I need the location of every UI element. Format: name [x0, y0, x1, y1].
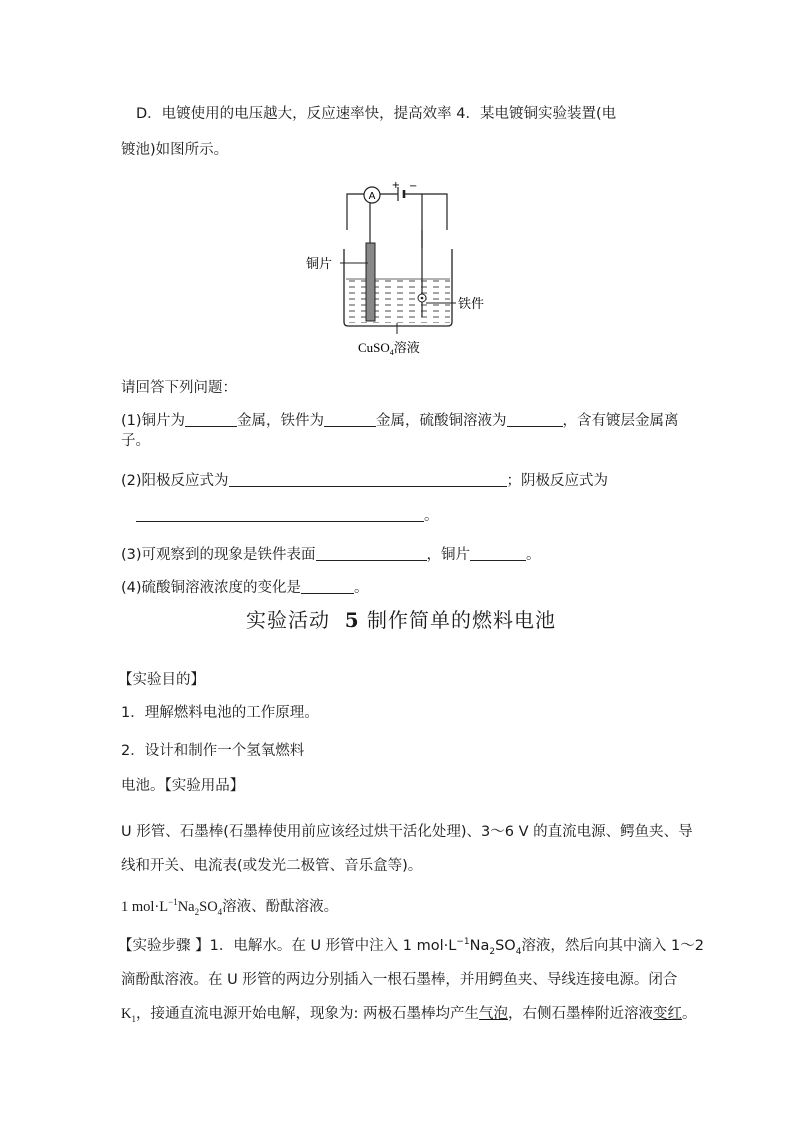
steps-line-1-d: 溶液，然后向其中滴入 1～2 — [521, 938, 704, 954]
reagents-so: SO — [199, 899, 218, 915]
question-2 — [121, 471, 608, 491]
question-2-end: 。 — [424, 508, 439, 524]
purpose-item-2-cont: 电池。【实验用品】 — [121, 778, 245, 794]
answer-blank-anode[interactable] — [229, 472, 507, 487]
section-title-pre: 实验活动 — [246, 608, 330, 632]
steps-so: SO — [495, 938, 516, 954]
steps-line-1 — [118, 936, 704, 956]
materials-line-1: U 形管、石墨棒(石墨棒使用前应该经过烘干活化处理)、3～6 V 的直流电源、鳄鱼夹、导 — [121, 824, 693, 840]
steps-unit-sup: −1 — [456, 937, 470, 948]
reagents-na: Na — [177, 899, 195, 915]
answer-blank-1b[interactable] — [324, 412, 376, 427]
steps-line-3 — [121, 1004, 696, 1024]
steps-line-1-a: 【实验步骤 】1．电解水。在 U 形管中注入 1 mol·L — [118, 938, 457, 954]
section-title — [246, 606, 556, 634]
reagents-line — [121, 897, 338, 917]
question-4-cont: 镀池)如图所示。 — [121, 142, 229, 158]
steps-na: Na — [469, 938, 490, 954]
steps-bubbles-underlined: 气泡 — [478, 1006, 508, 1022]
question-3 — [121, 545, 541, 565]
reagents-sub-2: 2 — [194, 906, 200, 917]
steps-sub-2: 2 — [489, 946, 496, 957]
steps-k-sub: 1 — [131, 1013, 136, 1024]
steps-line-3-d: ，右侧石墨棒附近溶液 — [507, 1006, 653, 1022]
question-2-cont — [136, 506, 439, 526]
circuit-wires — [347, 194, 447, 248]
battery-minus-sign: − — [409, 181, 418, 192]
reagents-unit: 1 mol·L — [121, 899, 169, 915]
question-2-part-b: ；阴极反应式为 — [506, 473, 609, 489]
steps-line-3-end: 。 — [681, 1006, 697, 1022]
copper-plate-label: 铜片 — [306, 257, 333, 272]
purpose-header: 【实验目的】 — [118, 672, 205, 688]
question-1-part-d: ，含有镀层金属离 — [562, 413, 679, 429]
section-title-number: 5 — [344, 608, 360, 632]
reagents-unit-sup: −1 — [168, 897, 178, 908]
question-3-part-b: ，铜片 — [426, 547, 471, 563]
reagents-tail: 溶液、酚酞溶液。 — [222, 899, 339, 915]
answer-blank-1c[interactable] — [507, 412, 563, 427]
question-3-end: 。 — [526, 547, 541, 563]
question-4 — [121, 578, 369, 598]
steps-line-3-b: ，接通直流电源开始电解，现象为: 两极石墨棒均产生 — [135, 1006, 479, 1022]
question-4-end: 。 — [354, 580, 369, 596]
answer-blank-3a[interactable] — [316, 546, 427, 561]
steps-turns-red-underlined: 变红 — [652, 1006, 682, 1022]
purpose-item-2: 2．设计和制作一个氢氧燃料 — [121, 743, 305, 759]
answer-blank-cathode[interactable] — [136, 507, 424, 522]
steps-k: K — [121, 1006, 132, 1022]
question-1-cont: 子。 — [121, 433, 150, 449]
section-title-post: 制作简单的燃料电池 — [367, 608, 556, 632]
answer-blank-4[interactable] — [301, 579, 354, 594]
questions-intro: 请回答下列问题： — [121, 380, 237, 396]
question-4-part-a: (4)硫酸铜溶液浓度的变化是 — [121, 580, 302, 596]
copper-plate — [366, 243, 375, 321]
question-1-part-b: 金属，铁件为 — [237, 413, 325, 429]
question-2-part-a: (2)阳极反应式为 — [121, 473, 229, 489]
materials-line-2: 线和开关、电流表(或发光二极管、音乐盒等)。 — [121, 858, 423, 874]
question-1 — [121, 411, 679, 431]
steps-sub-4: 4 — [515, 946, 522, 957]
question-1-part-a: (1)铜片为 — [121, 413, 186, 429]
answer-blank-1a[interactable] — [185, 412, 237, 427]
answer-blank-3b[interactable] — [470, 546, 526, 561]
ammeter-label: A — [368, 191, 376, 202]
iron-piece-label: 铁件 — [458, 297, 485, 312]
question-3-part-a: (3)可观察到的现象是铁件表面 — [121, 547, 316, 563]
purpose-item-1: 1．理解燃料电池的工作原理。 — [121, 705, 319, 721]
steps-line-2: 滴酚酞溶液。在 U 形管的两边分别插入一根石墨棒，并用鳄鱼夹、导线连接电源。闭合 — [121, 972, 678, 988]
option-d-text: D．电镀使用的电压越大，反应速率快，提高效率 4．某电镀铜实验装置(电 — [136, 106, 617, 122]
solution-label: CuSO$_4$溶液 — [358, 340, 420, 357]
question-1-part-c: 金属，硫酸铜溶液为 — [376, 413, 507, 429]
solution-liquid — [346, 279, 450, 323]
electroplating-apparatus-diagram — [300, 176, 500, 361]
battery-plus-sign: + — [391, 180, 400, 191]
reagents-sub-4: 4 — [217, 906, 223, 917]
